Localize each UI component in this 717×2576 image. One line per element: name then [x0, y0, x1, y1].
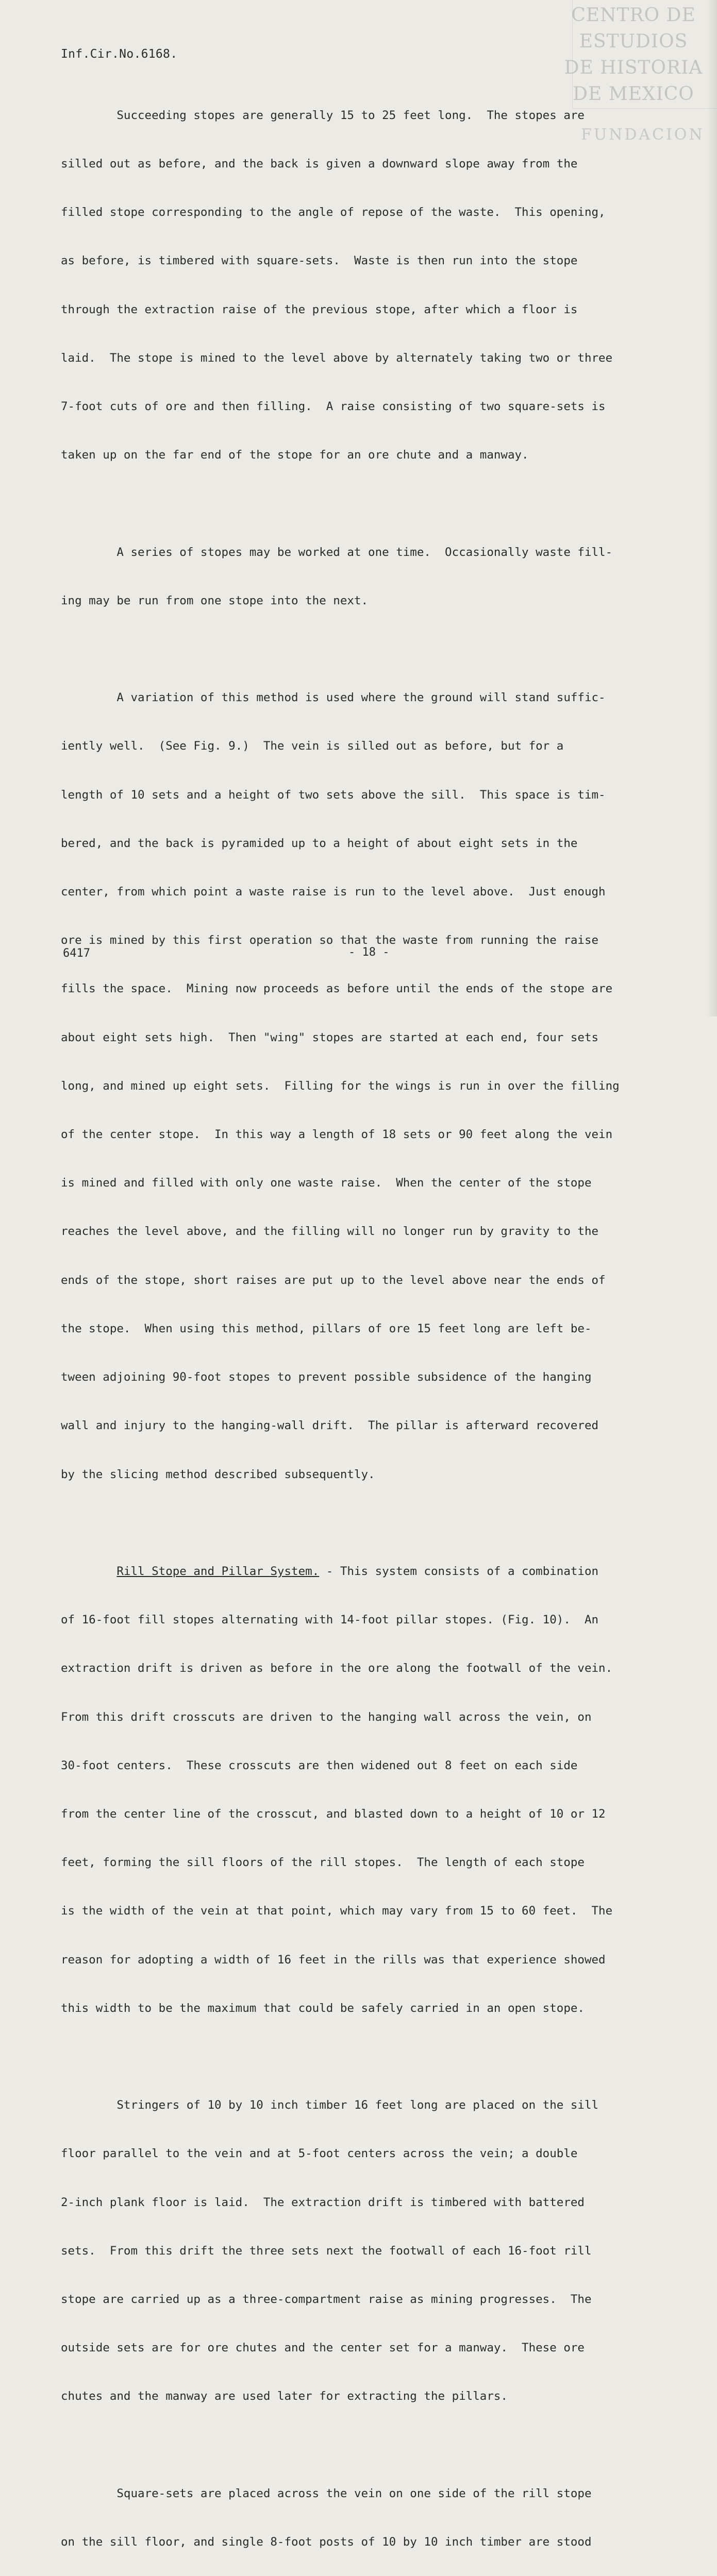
text-line: From this drift crosscuts are driven to the hanging wall across the vein, on [61, 1710, 592, 1724]
paragraph-gap [61, 2049, 700, 2065]
page-number: - 18 - [348, 946, 390, 959]
text-line: ore is mined by this first operation so that the waste from running the raise [61, 934, 599, 947]
paragraph-variation-method [61, 657, 700, 1515]
text-line: as before, is timbered with square-sets. Waste is then run into the stope [61, 254, 578, 268]
text-line: laid. The stope is mined to the level above by alternately taking two or three [61, 351, 613, 365]
text-line: reason for adopting a width of 16 feet in the rills was that experience showed [61, 1953, 606, 1967]
text-line: of 16-foot fill stopes alternating with 14-foot pillar stopes. (Fig. 10). An [61, 1613, 599, 1627]
text-line: the stope. When using this method, pillars of ore 15 feet long are left be- [61, 1321, 592, 1335]
text-line: by the slicing method described subsequently. [61, 1467, 375, 1481]
text-line: 2-inch plank floor is laid. The extraction drift is timbered with battered [61, 2195, 585, 2209]
text-line: tween adjoining 90-foot stopes to prevent possible subsidence of the hanging [61, 1370, 592, 1384]
circular-number: Inf.Cir.No.6168. [61, 47, 178, 61]
text-line: stope are carried up as a three-compartment raise as mining progresses. The [61, 2292, 592, 2306]
paragraph-rill-stope-system [61, 1531, 700, 2049]
text-line: outside sets are for ore chutes and the center set for a manway. These ore [61, 2341, 585, 2355]
text-line: wall and injury to the hanging-wall drift. The pillar is afterward recovered [61, 1419, 599, 1433]
document-number: 6417 [63, 947, 90, 960]
text-line: on the sill floor, and single 8-foot posts of 10 by 10 inch timber are stood [61, 2535, 592, 2549]
text-line: reaches the level above, and the filling will no longer run by gravity to the [61, 1225, 599, 1239]
text-line: from the center line of the crosscut, and blasted down to a height of 10 or 12 [61, 1807, 606, 1821]
watermark-line: DE MEXICO [573, 83, 694, 105]
text-line: this width to be the maximum that could be safely carried in an open stope. [61, 2001, 585, 2015]
scan-edge-shadow [707, 0, 717, 1016]
paragraph-gap [61, 1515, 700, 1531]
paragraph-series-of-stopes [61, 512, 700, 641]
text-line: about eight sets high. Then "wing" stopes are started at each end, four sets [61, 1030, 599, 1044]
section-heading: Rill Stope and Pillar System. [116, 1564, 320, 1578]
watermark-line: ESTUDIOS [579, 31, 688, 52]
paragraph-gap [61, 496, 700, 512]
text-line: bered, and the back is pyramided up to a height of about eight sets in the [61, 836, 578, 850]
text-line: 30-foot centers. These crosscuts are then widened out 8 feet on each side [61, 1758, 578, 1772]
text-line: silled out as before, and the back is given a downward slope away from the [61, 157, 578, 171]
text-line: is mined and filled with only one waste raise. When the center of the stope [61, 1176, 592, 1190]
watermark-line: DE HISTORIA [564, 57, 703, 78]
text-line: Succeeding stopes are generally 15 to 25 feet long. The stopes are [61, 108, 585, 122]
text-line: floor parallel to the vein and at 5-foot centers across the vein; a double [61, 2147, 578, 2161]
text-line: long, and mined up eight sets. Filling for the wings is run in over the filling [61, 1079, 620, 1093]
text-line: feet, forming the sill floors of the rill stopes. The length of each stope [61, 1856, 585, 1870]
text-line: is the width of the vein at that point, which may vary from 15 to 60 feet. The [61, 1904, 613, 1918]
text-line: filled stope corresponding to the angle of repose of the waste. This opening, [61, 206, 606, 219]
text-line: fills the space. Mining now proceeds as before until the ends of the stope are [61, 982, 613, 996]
text-line: Stringers of 10 by 10 inch timber 16 feet long are placed on the sill [61, 2098, 599, 2112]
watermark-line: CENTRO DE [571, 5, 696, 26]
text-run: - This system consists of a combination [319, 1564, 599, 1578]
watermark-foundation: FUNDACION [581, 126, 705, 144]
text-line: of the center stope. In this way a length of 18 sets or 90 feet along the vein [61, 1128, 613, 1142]
text-line: A variation of this method is used where the ground will stand suffic- [61, 691, 606, 705]
text-line: center, from which point a waste raise is run to the level above. Just enough [61, 885, 606, 899]
paragraph-gap [61, 2437, 700, 2453]
document-body [61, 75, 700, 2576]
paragraph-square-sets [61, 2453, 700, 2576]
text-line: ing may be run from one stope into the next. [61, 594, 369, 607]
text-line: chutes and the manway are used later for extracting the pillars. [61, 2389, 508, 2403]
text-line: length of 10 sets and a height of two sets above the sill. This space is tim- [61, 788, 606, 802]
paragraph-gap [61, 641, 700, 657]
text-line-with-heading [61, 1564, 700, 1580]
text-line: iently well. (See Fig. 9.) The vein is silled out as before, but for a [61, 739, 564, 753]
paragraph-succeeding-stopes [61, 75, 700, 496]
text-line: 7-foot cuts of ore and then filling. A raise consisting of two square-sets is [61, 400, 606, 414]
text-line: taken up on the far end of the stope for an ore chute and a manway. [61, 448, 529, 462]
paragraph-stringers [61, 2065, 700, 2437]
text-line: A series of stopes may be worked at one time. Occasionally waste fill- [61, 545, 613, 559]
text-line: sets. From this drift the three sets next the footwall of each 16-foot rill [61, 2244, 592, 2258]
text-line: Square-sets are placed across the vein on one side of the rill stope [61, 2486, 592, 2500]
text-line: ends of the stope, short raises are put up to the level above near the ends of [61, 1273, 606, 1287]
text-line: through the extraction raise of the previous stope, after which a floor is [61, 302, 578, 316]
text-line: extraction drift is driven as before in the ore along the footwall of the vein. [61, 1662, 613, 1675]
